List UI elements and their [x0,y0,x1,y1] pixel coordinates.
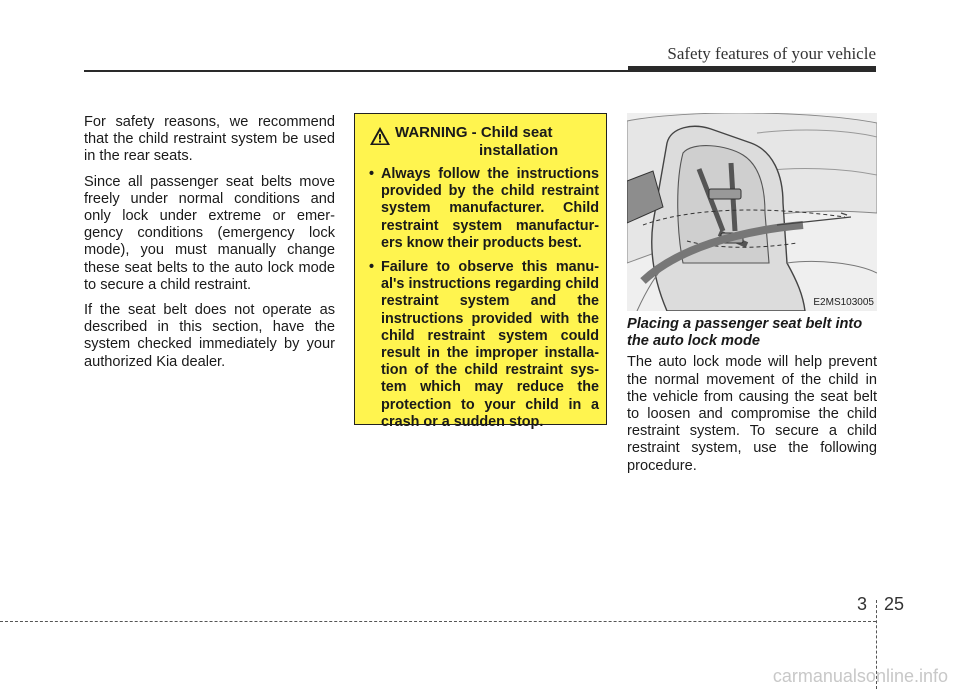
bullet-icon: • [369,259,375,276]
section-title: Safety features of your vehicle [667,44,876,63]
warning-item [369,259,599,431]
auto-lock-column [627,316,877,483]
illustration-code: E2MS103005 [813,297,874,308]
page-number: 25 [884,594,905,614]
header-rule-accent [628,66,876,72]
warning-heading-line2: installation [479,142,559,159]
auto-lock-paragraph: The auto lock mode will help prevent the normal movement of the child in the vehicle from causing the seat belt to loosen and compromise the child restraint system. To secure a child restraint system, use the following procedure. [627,354,877,474]
warning-triangle-icon [369,126,391,146]
warning-box [354,113,607,430]
intro-column [84,114,335,379]
chapter-number: 3 [857,594,868,614]
warning-item-text: Failure to observe this manu-al's instructions regarding child restraint system and the instructions provided with the child restraint system could result in the improper installa-tion of the child restraint sys-tem which may reduce the protection to your child in a crash or a sudden stop. [381,259,599,430]
bullet-icon: • [369,166,375,182]
paragraph-dealer: If the seat belt does not operate as described in this section, have the system checked immediately by your authorized Kia dealer. [84,302,335,370]
paragraph-lock-mode: Since all passenger seat belts move freely under normal conditions and only lock under extreme or emer-gency conditions (emergency lock mode), you must manually change these seat belts to the auto lock mode to secure a child restraint. [84,173,335,293]
warning-item-text: Always follow the instructions provided by the child restraint system manufacturer. Child restraint system manufactur-ers know their products best. [381,166,599,251]
watermark: carmanualsonline.info [772,666,948,686]
warning-item [369,166,599,252]
footer-rule [0,621,876,622]
auto-lock-subheading: Placing a passenger seat belt into the auto lock mode [627,316,863,350]
child-seat-drawing [627,113,877,311]
child-seat-illustration [627,113,877,311]
warning-heading-line1: WARNING - Child seat [395,124,553,141]
warning-heading [395,124,558,160]
warning-list [369,166,599,438]
paragraph-recommendation: For safety reasons, we recommend that the child restraint system be used in the rear seats. [84,114,335,165]
